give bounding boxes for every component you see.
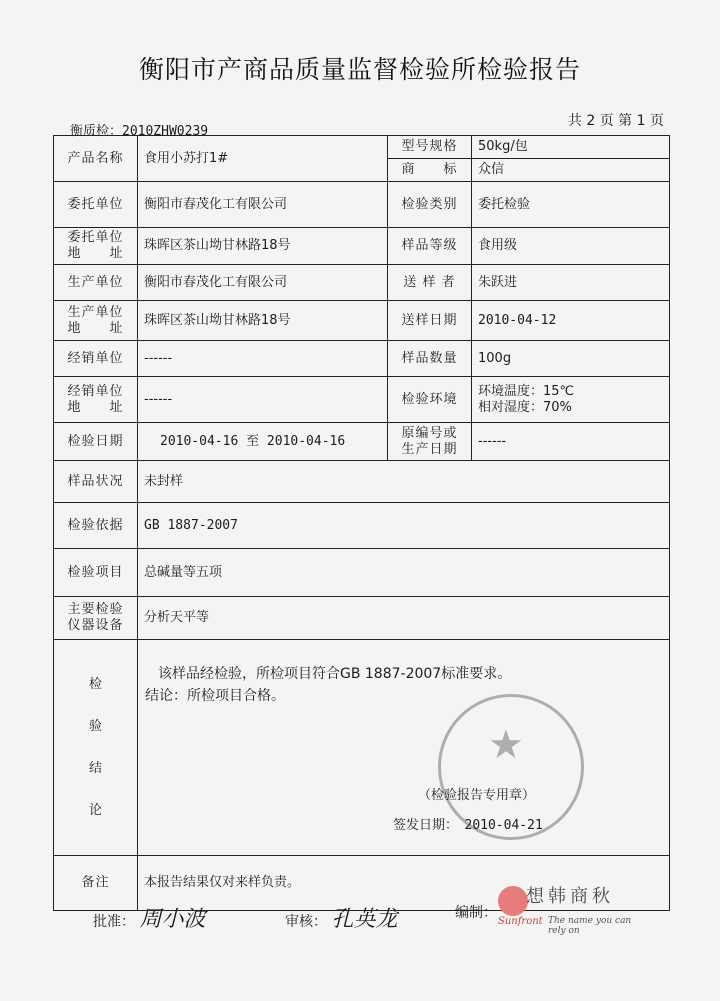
basis-label: 检验依据 [54,503,138,549]
client-address-label [54,228,138,265]
equipment-label [54,597,138,640]
send-date-label: 送样日期 [388,301,472,341]
preparer [455,902,497,922]
reviewer-signature: 孔英龙 [331,907,398,932]
client-value: 衡阳市春茂化工有限公司 [138,182,388,228]
client-address-label-line1: 委托单位 [67,230,124,245]
client-label: 委托单位 [54,182,138,228]
sample-grade-value: 食用级 [472,228,670,265]
reviewer-label: 审核： [285,914,327,930]
seal-caption: （检验报告专用章） [418,788,536,803]
seal-star-icon: ★ [488,722,524,768]
items-value: 总碱量等五项 [138,549,670,597]
document-number: 衡质检：2010ZHW0239 [70,124,209,139]
watermark-brand-text: Sunfront [498,916,543,927]
remarks-value: 本报告结果仅对来样负责。 [138,856,670,911]
model-value: 50kg/包 [472,136,670,159]
distributor-address-value: ------ [138,377,388,423]
conclusion-text-line1: 该样品经检验，所检项目符合GB 1887-2007标准要求。 [158,666,512,682]
conclusion-label-char-1: 检 [88,676,102,692]
page-info: 共 2 页 第 1 页 [567,113,664,129]
original-number-label [388,423,472,461]
environment-value [472,377,670,423]
environment-humidity: 相对湿度：70% [478,399,572,415]
approver-label: 批准： [93,914,135,930]
brand-label: 商 标 [388,159,472,182]
inspection-date-label: 检验日期 [54,423,138,461]
conclusion-box [138,640,670,856]
brand-value: 众信 [472,159,670,182]
original-number-value: ------ [472,423,670,461]
conclusion-label [54,640,138,856]
inspection-date-value: 2010-04-16 至 2010-04-16 [138,423,388,461]
sample-status-value: 未封样 [138,461,670,503]
inspection-type-value: 委托检验 [472,182,670,228]
environment-label: 检验环境 [388,377,472,423]
equipment-label-line2: 仪器设备 [67,618,124,633]
producer-label: 生产单位 [54,265,138,301]
basis-value: GB 1887-2007 [138,503,670,549]
items-label: 检验项目 [54,549,138,597]
original-number-label-line1: 原编号或 [401,425,458,441]
distributor-address-label-line1: 经销单位 [67,383,124,399]
equipment-value: 分析天平等 [138,597,670,640]
product-name-label: 产品名称 [54,136,138,182]
reviewer [285,902,397,933]
sample-grade-label: 样品等级 [388,228,472,265]
watermark-logo-text: 想韩商秋 [526,886,614,907]
watermark [498,878,648,938]
issue-date: 签发日期： 2010-04-21 [393,818,543,833]
distributor-address-label [54,377,138,423]
send-date-value: 2010-04-12 [472,301,670,341]
conclusion-text-line2: 结论：所检项目合格。 [145,688,285,704]
equipment-label-line1: 主要检验 [67,602,124,617]
client-address-label-line2: 地 址 [67,246,124,261]
client-address-value: 珠晖区茶山坳甘林路18号 [138,228,388,265]
watermark-logo-icon [498,886,528,916]
product-name-value: 食用小苏打1# [138,136,388,182]
conclusion-label-char-4: 论 [88,802,102,818]
producer-address-value: 珠晖区茶山坳甘林路18号 [138,301,388,341]
producer-address-label [54,301,138,341]
producer-address-label-line2: 地 址 [67,320,124,336]
remarks-label: 备注 [54,856,138,911]
sample-quantity-label: 样品数量 [388,341,472,377]
report-table [53,135,670,911]
preparer-label: 编制： [455,905,497,921]
sample-quantity-value: 100g [472,341,670,377]
distributor-address-label-line2: 地 址 [67,399,124,415]
conclusion-label-char-2: 验 [88,718,102,734]
sender-value: 朱跃进 [472,265,670,301]
report-title: 衡阳市产商品质量监督检验所检验报告 [138,55,581,84]
approver [93,902,205,933]
inspection-type-label: 检验类别 [388,182,472,228]
sample-status-label: 样品状况 [54,461,138,503]
distributor-value: ------ [138,341,388,377]
environment-temperature: 环境温度：15℃ [478,383,575,399]
producer-address-label-line1: 生产单位 [67,304,124,320]
original-number-label-line2: 生产日期 [401,441,458,457]
sender-label: 送 样 者 [388,265,472,301]
model-label: 型号规格 [388,136,472,159]
distributor-label: 经销单位 [54,341,138,377]
watermark-slogan-text: The name you can rely on [548,916,632,936]
conclusion-label-char-3: 结 [88,760,102,776]
producer-value: 衡阳市春茂化工有限公司 [138,265,388,301]
approver-signature: 周小波 [139,907,206,932]
